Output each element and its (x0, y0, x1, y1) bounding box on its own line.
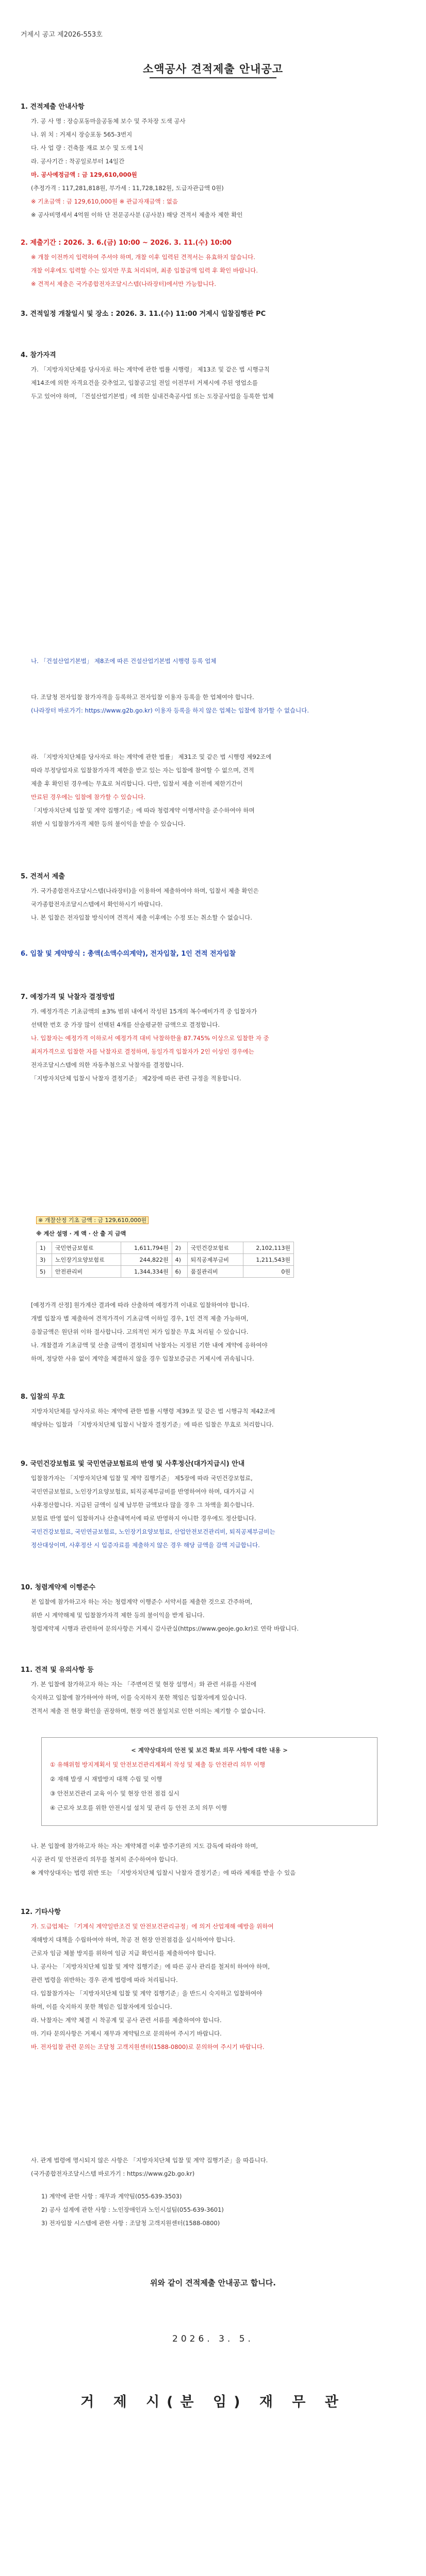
line: 숙지하고 입찰에 참가하여야 하며, 이를 숙지하지 못한 책임은 입찰자에게 있습니다. (31, 1694, 247, 1701)
line: 마. 기타 문의사항은 거제시 재무과 계약팀으로 문의하여 주시기 바랍니다. (31, 2030, 222, 2037)
line: ※ 공사비명세서 4억원 이하 단 전문공사분 (공사분) 해당 견적서 제출자 제한 확인 (31, 211, 243, 218)
line: 다. 입찰참가자는 「지방자치단체 입찰 및 계약 집행기준」을 반드시 숙지하고 입찰하여야 (31, 1990, 263, 1997)
section-1-body (31, 114, 395, 222)
section-4-note (31, 654, 395, 668)
section-1-heading: 1. 견적제출 안내사항 (21, 103, 85, 111)
line: 위반 시 입찰참가자격 제한 등의 불이익을 받을 수 있습니다. (31, 820, 186, 827)
line: 입찰참가자는 「지방자치단체 입찰 및 계약 집행기준」 제5장에 따라 국민건강보험료, (31, 1475, 253, 1482)
line: (추정가격 : 117,281,818원, 부가세 : 11,728,182원, 도급자관급액 0원) (31, 184, 224, 192)
contact-list (41, 2190, 395, 2230)
section-4-body-3 (31, 750, 395, 831)
line: 청렴계약제 시행과 관련하여 문의사항은 거제시 감사관실(https://www.geoje.go.kr)로 연락 바랍니다. (31, 1625, 299, 1632)
line: 나. 「건설산업기본법」 제8조에 따른 건설산업기본법 시행령 등록 업체 (31, 657, 217, 665)
line: 국가종합전자조달시스템에서 확인하시기 바랍니다. (31, 901, 163, 908)
line: ※ 견적서 제출은 국가종합전자조달시스템(나라장터)에서만 가능합니다. (31, 280, 217, 287)
line: 가. 「지방자치단체를 당사자로 하는 계약에 관한 법률 시행령」 제13조 및 같은 법 시행규칙 (31, 366, 270, 373)
section-4-body-2 (31, 690, 395, 717)
section-9-body (31, 1471, 395, 1552)
line: 사후정산합니다. 지급된 금액이 실제 납부한 금액보다 많을 경우 그 차액을 회수합니다. (31, 1501, 254, 1509)
line: 나. 위 치 : 거제시 장승포동 565-3번지 (31, 131, 133, 138)
line: 보험료 반영 없이 입찰하거나 산출내역서에 따로 반영하지 아니한 경우에도 정산합니다. (31, 1515, 256, 1522)
section-10-heading: 10. 청렴계약제 이행준수 (21, 1584, 96, 1591)
line: 나. 입찰자는 예정가격 이하로서 예정가격 대비 낙찰하한율 87.745% 이상으로 입찰한 자 중 (31, 1035, 269, 1042)
section-2-body (31, 250, 395, 291)
table-row: 5) 안전관리비 1,344,334원 6) 품질관리비 0원 (37, 1266, 294, 1278)
issuer-name: 거 제 시(분 임) 재 무 관 (80, 2394, 346, 2410)
section-3-heading: 3. 견적일정 개찰일시 및 장소 : 2026. 3. 11.(수) 11:00 거제시 입찰집행관 PC (21, 310, 266, 318)
line: 해당하는 입찰과 「지방자치단체 입찰시 낙찰자 결정기준」에 따른 입찰은 무효로 처리합니다. (31, 1421, 274, 1428)
line: 나. 공사는 「지방자치단체 입찰 및 계약 집행기준」에 따른 공사 관리를 철저히 하여야 하며, (31, 1963, 270, 1970)
line: 가. 도급업체는 「기계식 계약일반조건 및 안전보건관리규정」에 의거 산업재해 예방을 위하여 (31, 1923, 274, 1930)
section-12-body-2 (31, 2154, 395, 2180)
line: 하며, 정당한 사유 없이 계약을 체결하지 않을 경우 입찰보증금은 거제시에 귀속됩니다. (31, 1355, 254, 1362)
notice-number: 거제시 공고 제2026-553호 (21, 31, 103, 39)
section-12-body (31, 1920, 395, 2054)
line: 개별 입찰자 별 제출하여 견적가격이 기초금액 이하일 경우, 1인 견적 제출 가능하며, (31, 1315, 249, 1322)
page-title: 소액공사 견적제출 안내공고 (142, 63, 284, 75)
line: 근로자 임금 체불 방지를 위하여 임금 지급 확인서를 제출하여야 합니다. (31, 1950, 216, 1957)
section-5-heading: 5. 견적서 제출 (21, 873, 65, 880)
line: 견적서 제출 전 현장 확인을 권장하며, 현장 여건 불일치로 인한 이의는 제기할 수 없습니다. (31, 1707, 266, 1715)
section-7-heading: 7. 예정가격 및 낙찰자 결정방법 (21, 993, 115, 1001)
section-11-heading: 11. 견적 및 유의사항 등 (21, 1666, 94, 1674)
section-9-heading: 9. 국민건강보험료 및 국민연금보험료의 반영 및 사후정산(대가지급시) 안내 (21, 1460, 245, 1468)
section-5-body (31, 884, 395, 924)
line: 바. 전자입찰 관련 문의는 조달청 고객지원센터(1588-0800)로 문의하여 주시기 바랍니다. (31, 2043, 265, 2050)
line: 나. 개찰결과 기초금액 및 산출 금액이 결정되며 낙찰자는 지정된 기한 내에 계약에 응하여야 (31, 1342, 268, 1349)
section-8-body (31, 1404, 395, 1431)
price-title: ※ 계산 설명 · 계 액 · 산 출 지 금액 (36, 1230, 126, 1237)
line: 재해방지 대책을 수립하여야 하며, 착공 전 현장 안전점검을 실시하여야 합니다. (31, 1936, 235, 1943)
line: ④ 근로자 보호를 위한 안전시설 설치 및 관리 등 안전 조치 의무 이행 (50, 1804, 227, 1811)
line: 사. 관계 법령에 명시되지 않은 사항은 「지방자치단체 입찰 및 계약 집행기준」을 따릅니다. (31, 2157, 268, 2164)
section-4-body (31, 363, 395, 403)
line: ※ 계약상대자는 법령 위반 또는 「지방자치단체 입찰시 낙찰자 결정기준」에 따라 제재를 받을 수 있음 (31, 1869, 296, 1876)
line: 나. 본 입찰에 참가하고자 하는 자는 계약체결 이후 발주기관의 지도 감독에 따라야 하며, (31, 1842, 258, 1850)
section-12-heading: 12. 기타사항 (21, 1908, 61, 1916)
price-table (36, 1242, 294, 1278)
closing-statement: 위와 같이 견적제출 안내공고 합니다. (150, 2278, 276, 2287)
line: 라. 「지방자치단체를 당사자로 하는 계약에 관한 법률」 제31조 및 같은 법 시행령 제92조에 (31, 753, 272, 760)
title-underline (150, 77, 276, 78)
line: 하며, 이를 숙지하지 못한 책임은 입찰자에게 있습니다. (31, 2003, 172, 2010)
line: 개찰 이후에도 입력할 수는 있지만 무효 처리되며, 최종 입찰금액 입력 후 확인 바랍니다. (31, 267, 258, 274)
line: 제출 후 확인된 경우에는 무효로 처리합니다. 다만, 입찰서 제출 이전에 제한기간이 (31, 780, 243, 787)
table-row: 1) 국민연금보험료 1,611,794원 2) 국민건강보험료 2,102,113원 (37, 1242, 294, 1254)
table-row: 3) 노인장기요양보험료 244,822원 4) 퇴직공제부금비 1,211,543원 (37, 1254, 294, 1266)
line: (국가종합전자조달시스템 바로가기 : https://www.g2b.go.kr) (31, 2170, 195, 2177)
section-10-body (31, 1595, 395, 1635)
line: 나. 본 입찰은 전자입찰 방식이며 견적서 제출 이후에는 수정 또는 취소할 수 없습니다. (31, 914, 252, 921)
section-11-body (31, 1677, 395, 1718)
list-item: 2) 공사 설계에 관한 사항 : 노인장애인과 노인시설팀(055-639-3601) (41, 2206, 224, 2213)
line: 「지방자치단체 입찰시 낙찰자 결정기준」 제2장에 따른 관련 규정을 적용합니다. (31, 1075, 241, 1082)
line: 가. 본 입찰에 참가하고자 하는 자는 「주변여건 및 현장 설명서」와 관련 서류를 사전에 (31, 1681, 257, 1688)
line: 다. 조달청 전자입찰 참가자격을 등록하고 전자입찰 이용자 등록을 한 업체여야 합니다. (31, 693, 254, 701)
line: 따라 부정당업자로 입찰참가자격 제한을 받고 있는 자는 입찰에 참여할 수 없으며, 견적 (31, 767, 254, 774)
line: 두고 있어야 하며, 「건설산업기본법」에 의한 실내건축공사업 또는 도장공사업을 등록한 업체 (31, 393, 274, 400)
line: 관련 법령을 위반하는 경우 관계 법령에 따라 처리됩니다. (31, 1976, 178, 1984)
line: 시공 관리 및 안전관리 의무를 철저히 준수하여야 합니다. (31, 1856, 178, 1863)
line: 만료된 경우에는 입찰에 참가할 수 있습니다. (31, 793, 145, 801)
line: (나라장터 바로가기: https://www.g2b.go.kr) 이용자 등록을 하지 않은 업체는 입찰에 참가할 수 없습니다. (31, 707, 309, 714)
price-caption: ※ 개찰산정 기초 금액 : 금 129,610,000원 (36, 1216, 149, 1224)
line: 정산대상이며, 사후정산 시 입증자료를 제출하지 않은 경우 해당 금액을 감액 지급합니다. (31, 1541, 260, 1549)
section-7-after-table (31, 1298, 395, 1365)
line: 라. 낙찰자는 계약 체결 시 착공계 및 공사 관련 서류를 제출하여야 합니다. (31, 2016, 222, 2024)
line: 마. 공사예정금액 : 금 129,610,000원 (31, 171, 137, 178)
line: 라. 공사기간 : 착공일로부터 14일간 (31, 158, 125, 165)
safety-box (41, 1737, 378, 1826)
line: 응찰금액은 원단위 이하 절사합니다. 고의적인 저가 입찰은 무효 처리될 수 있습니다. (31, 1328, 249, 1335)
line: ① 유해위험 방지계획서 및 안전보건관리계획서 작성 및 제출 등 안전관리 의무 이행 (50, 1761, 266, 1768)
line: 다. 사 업 량 : 건축물 재료 보수 및 도색 1식 (31, 144, 144, 151)
box-title: < 계약상대자의 안전 및 보건 확보 의무 사항에 대한 내용 > (131, 1747, 288, 1754)
notice-date: 2026. 3. 5. (172, 2334, 254, 2344)
line: 가. 국가종합전자조달시스템(나라장터)을 이용하여 제출하여야 하며, 입찰서 제출 확인은 (31, 887, 259, 894)
section-8-heading: 8. 입찰의 무효 (21, 1393, 65, 1401)
line: 최저가격으로 입찰한 자를 낙찰자로 결정하며, 동일가격 입찰자가 2인 이상인 경우에는 (31, 1048, 254, 1055)
line: ③ 안전보건관리 교육 이수 및 현장 안전 점검 실시 (50, 1790, 179, 1797)
section-4-heading: 4. 참가자격 (21, 351, 56, 359)
line: 가. 예정가격은 기초금액의 ±3% 범위 내에서 작성된 15개의 복수예비가격 중 입찰자가 (31, 1008, 257, 1015)
line: 전자조달시스템에 의한 자동추첨으로 낙찰자를 결정합니다. (31, 1061, 184, 1069)
line: ② 재해 발생 시 재발방지 대책 수립 및 이행 (50, 1775, 162, 1783)
line: ※ 개찰 이전까지 입력하여 주셔야 하며, 개찰 이후 입력된 견적서는 유효하지 않습니다. (31, 253, 255, 261)
section-7-body (31, 1005, 395, 1085)
section-11-body-2 (31, 1839, 395, 1879)
line: 가. 공 사 명 : 장승포동마을공동체 보수 및 주차장 도색 공사 (31, 117, 186, 125)
line: 본 입찰에 참가하고자 하는 자는 청렴계약 이행준수 서약서를 제출한 것으로 간주하며, (31, 1598, 253, 1605)
section-6-heading: 6. 입찰 및 계약방식 : 총액(소액수의계약), 전자입찰, 1인 견적 전자입찰 (21, 950, 236, 958)
line: 국민연금보험료, 노인장기요양보험료, 퇴직공제부금비를 반영하여야 하며, 대가지급 시 (31, 1488, 254, 1495)
line: 지방자치단체를 당사자로 하는 계약에 관한 법률 시행령 제39조 및 같은 법 시행규칙 제42조에 (31, 1408, 275, 1415)
line: 「지방자치단체 입찰 및 계약 집행기준」에 따라 청렴계약 이행서약을 준수하여야 하며 (31, 807, 255, 814)
list-item: 3) 전자입찰 시스템에 관한 사항 : 조달청 고객지원센터(1588-0800) (41, 2219, 220, 2227)
line: 선택한 번호 중 가장 많이 선택된 4개를 산술평균한 금액으로 결정합니다. (31, 1021, 220, 1028)
line: 위반 시 계약해제 및 입찰참가자격 제한 등의 불이익을 받게 됩니다. (31, 1612, 205, 1619)
line: 제14조에 의한 자격요건을 갖추었고, 입찰공고일 전일 이전부터 거제시에 주된 영업소를 (31, 379, 258, 386)
line: [예정가격 산정] 원가계산 결과에 따라 산출하며 예정가격 이내로 입찰하여야 합니다. (31, 1301, 250, 1309)
section-2-heading: 2. 제출기간 : 2026. 3. 6.(금) 10:00 ~ 2026. 3. 11.(수) 10:00 (21, 239, 232, 247)
list-item: 1) 계약에 관한 사항 : 재무과 계약팀(055-639-3503) (41, 2193, 182, 2200)
line: ※ 기초금액 : 금 129,610,000원 ※ 관급자재금액 : 없음 (31, 198, 178, 205)
line: 국민건강보험료, 국민연금보험료, 노인장기요양보험료, 산업안전보건관리비, 퇴직공제부금비는 (31, 1528, 275, 1535)
